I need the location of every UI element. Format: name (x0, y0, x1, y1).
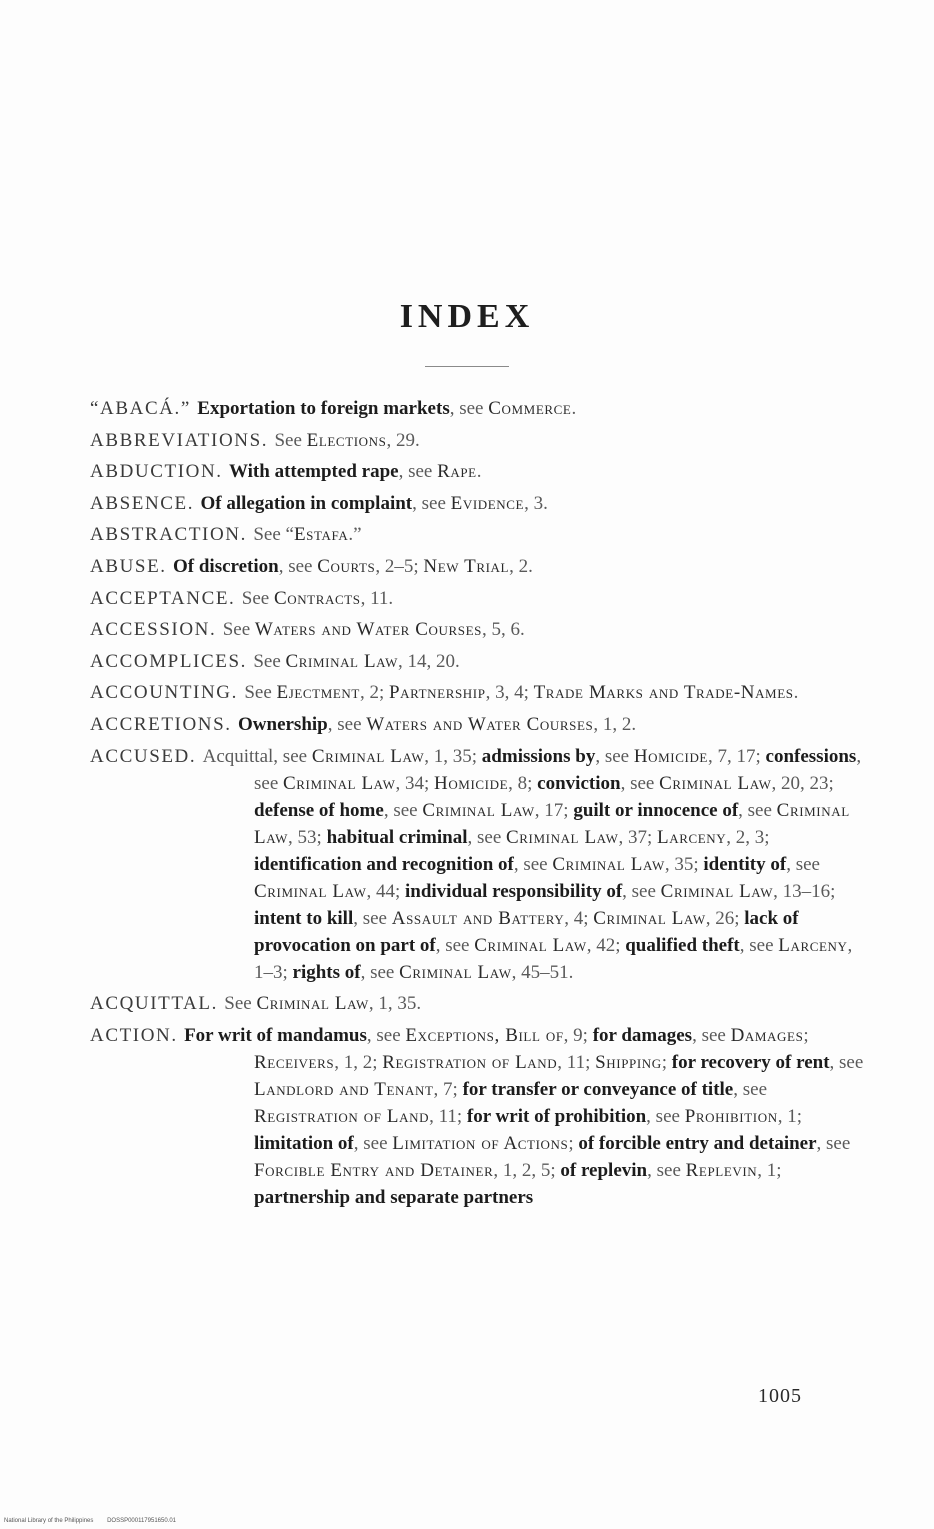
cross-reference: Criminal Law (399, 961, 512, 983)
entry-subtopic: defense of home (254, 799, 384, 821)
entry-text: . (793, 682, 799, 704)
index-entry (90, 743, 868, 986)
entry-subtopic: identity of (703, 853, 787, 875)
page-title: INDEX (399, 298, 535, 335)
entry-text: , see (647, 1159, 686, 1181)
index-entry (90, 395, 868, 422)
cross-reference: Shipping (595, 1051, 662, 1073)
cross-reference: Rape (437, 461, 477, 483)
entry-text: , see (366, 1024, 406, 1046)
entry-text: , 4; (564, 907, 594, 929)
entry-text: , 26; (705, 907, 745, 929)
cross-reference: Partnership (388, 682, 486, 704)
entry-heading: ACQUITTAL. (90, 993, 225, 1015)
cross-reference: Exceptions, Bill of (405, 1024, 564, 1046)
cross-reference: Limitation of Actions (392, 1132, 569, 1154)
entry-text: ; (568, 1132, 579, 1154)
cross-reference: Larceny (778, 934, 848, 956)
entry-text: See “ (253, 524, 294, 546)
entry-subtopic: qualified theft (625, 934, 740, 956)
index-entry (90, 990, 868, 1017)
entry-text: , see (435, 934, 475, 956)
index-entries (90, 395, 868, 1215)
entry-heading: ACCOUNTING. (90, 682, 245, 704)
cross-reference: Criminal Law (256, 993, 369, 1015)
entry-text: , 9; (563, 1024, 593, 1046)
cross-reference: Replevin (685, 1159, 758, 1181)
cross-reference: Registration of Land (254, 1105, 430, 1127)
entry-heading: ABBREVIATIONS. (90, 429, 275, 451)
cross-reference: Courts (317, 555, 376, 577)
entry-subtopic: of forcible entry and detainer (578, 1132, 817, 1154)
cross-reference: Ejectment (276, 682, 360, 704)
entry-text: , see (595, 745, 634, 767)
entry-subtopic: rights of (292, 961, 361, 983)
entry-text: , see (829, 1051, 864, 1073)
cross-reference: Evidence (450, 492, 525, 514)
cross-reference: Assault and Battery (391, 907, 565, 929)
cross-reference: Prohibition (684, 1105, 778, 1127)
entry-heading: ACCEPTANCE. (90, 587, 242, 609)
entry-text: , see (738, 799, 777, 821)
entry-text: , see (622, 880, 661, 902)
entry-subtopic: for damages (592, 1024, 693, 1046)
entry-text: , see (327, 713, 367, 735)
entry-subtopic: individual responsibility of (404, 880, 623, 902)
entry-text: .” (348, 524, 362, 546)
entry-text: , 2, 3; (726, 826, 770, 848)
entry-text: , 35; (664, 853, 704, 875)
cross-reference: Criminal Law (422, 799, 535, 821)
entry-text: , 1, 2. (593, 713, 637, 735)
entry-text: , 1, 2, 5; (493, 1159, 561, 1181)
entry-text: , see (278, 555, 318, 577)
cross-reference: Trade Marks and Trade-Names (533, 682, 794, 704)
cross-reference: Criminal Law (254, 880, 367, 902)
cross-reference: Landlord and Tenant (254, 1078, 434, 1100)
cross-reference: Contracts (273, 587, 361, 609)
index-entry (90, 679, 868, 706)
entry-text: , see (467, 826, 507, 848)
entry-text: See (222, 619, 255, 641)
entry-text: , 17; (534, 799, 574, 821)
entry-text: , 34; (395, 772, 434, 794)
entry-text: , see (353, 1132, 393, 1154)
index-entry (90, 427, 868, 454)
entry-text: , 42; (586, 934, 626, 956)
cross-reference: Criminal Law (506, 826, 619, 848)
index-entry (90, 1022, 868, 1211)
entry-subtopic: lack of provocation on part of (254, 907, 799, 956)
entry-text: , 2–5; (375, 555, 424, 577)
entry-text: , 11; (429, 1105, 467, 1127)
entry-text: See (253, 650, 286, 672)
cross-reference: Forcible Entry and Detainer (254, 1159, 494, 1181)
cross-reference: Commerce (488, 398, 572, 419)
entry-subtopic: intent to kill (254, 907, 354, 929)
entry-heading: ABDUCTION. (90, 461, 229, 483)
cross-reference: Criminal Law (254, 799, 850, 848)
entry-text: , 20, 23; (771, 772, 834, 794)
cross-reference: Elections (306, 429, 387, 451)
entry-text: , 11. (360, 587, 394, 609)
entry-text: , 8; (508, 772, 538, 794)
cross-reference: Damages (730, 1024, 804, 1046)
entry-subtopic: for transfer or conveyance of title (462, 1078, 734, 1100)
entry-subtopic: for writ of prohibition (466, 1105, 647, 1127)
entry-text: ; (803, 1024, 809, 1046)
entry-text: See (274, 429, 307, 451)
entry-text: , 29. (386, 429, 420, 451)
entry-subtopic: Of allegation in complaint (200, 492, 413, 514)
title-rule (425, 366, 509, 367)
cross-reference: Criminal Law (285, 650, 398, 672)
entry-subtopic: admissions by (481, 745, 596, 767)
entry-subtopic: guilt or innocence of (573, 799, 739, 821)
entry-subtopic: limitation of (254, 1132, 354, 1154)
entry-subtopic: for recovery of rent (671, 1051, 830, 1073)
entry-subtopic: For writ of mandamus (184, 1024, 367, 1046)
entry-subtopic: identification and recognition of (254, 853, 514, 875)
entry-text: , 7, 17; (707, 745, 766, 767)
cross-reference: Estafa (293, 524, 349, 546)
cross-reference: Criminal Law (552, 853, 665, 875)
entry-subtopic: Exportation to foreign markets (197, 398, 450, 419)
entry-text: , 2. (509, 555, 533, 577)
cross-reference: Criminal Law (659, 772, 772, 794)
entry-text: , see (692, 1024, 731, 1046)
entry-text: See (224, 993, 257, 1015)
entry-text: , 1–3; (254, 934, 853, 983)
entry-heading: ACTION. (90, 1024, 185, 1046)
entry-subtopic: With attempted rape (229, 461, 399, 483)
index-entry (90, 521, 868, 548)
scan-footer (4, 1518, 188, 1524)
entry-text: , 44; (366, 880, 405, 902)
entry-text: See (244, 682, 277, 704)
cross-reference: Receivers (254, 1051, 335, 1073)
cross-reference: Criminal Law (660, 880, 774, 902)
entry-text: ; (661, 1051, 672, 1073)
entry-subtopic: confessions (765, 745, 857, 767)
index-entry (90, 490, 868, 517)
index-entry (90, 616, 868, 643)
entry-text: See (241, 587, 274, 609)
cross-reference: Waters and Water Courses (254, 619, 482, 641)
entry-subtopic: Of discretion (173, 555, 279, 577)
footer-id: DOSSP000117951650.01 (107, 1518, 177, 1524)
entry-text: , see (353, 907, 392, 929)
entry-subtopic: Ownership (238, 713, 328, 735)
entry-subtopic: partnership and separate partners (254, 1186, 534, 1208)
page-number: 1005 (758, 1385, 802, 1407)
cross-reference: Criminal Law (283, 772, 396, 794)
cross-reference: Criminal Law (474, 934, 587, 956)
entry-text: , 37; (618, 826, 657, 848)
entry-text: , see (620, 772, 660, 794)
entry-text: , 2; (359, 682, 389, 704)
entry-text: , 1; (777, 1105, 802, 1127)
entry-text: , see (360, 961, 400, 983)
entry-text: . (571, 398, 577, 419)
entry-text: , see (449, 398, 489, 419)
entry-text: , see (646, 1105, 685, 1127)
entry-text: , see (398, 461, 438, 483)
entry-subtopic: conviction (537, 772, 621, 794)
entry-text: , 7; (433, 1078, 463, 1100)
entry-heading: ACCESSION. (90, 619, 223, 641)
entry-text: , 45–51. (511, 961, 574, 983)
cross-reference: Homicide (633, 745, 708, 767)
entry-subtopic: of replevin (560, 1159, 648, 1181)
entry-text: , 3, 4; (485, 682, 534, 704)
entry-text: Acquittal, see (202, 745, 312, 767)
entry-text: , 1, 35. (368, 993, 422, 1015)
entry-heading: ABUSE. (90, 555, 173, 577)
cross-reference: Homicide (434, 772, 509, 794)
footer-library: National Library of the Philippines (4, 1518, 94, 1524)
entry-heading: ABSTRACTION. (90, 524, 254, 546)
entry-heading: ACCOMPLICES. (90, 650, 254, 672)
entry-text: , see (412, 492, 451, 514)
entry-text: . (476, 461, 482, 483)
index-entry (90, 711, 868, 738)
entry-heading: “ABACÁ.” (90, 398, 198, 419)
entry-text: , 14, 20. (397, 650, 460, 672)
index-entry (90, 553, 868, 580)
entry-text: , 3. (524, 492, 548, 514)
index-entry (90, 585, 868, 612)
entry-text: , see (733, 1078, 768, 1100)
entry-text: , 5, 6. (481, 619, 525, 641)
entry-text: , 1, 2; (334, 1051, 383, 1073)
entry-subtopic: habitual criminal (326, 826, 468, 848)
index-entry (90, 458, 868, 485)
cross-reference: Registration of Land (382, 1051, 558, 1073)
entry-heading: ACCUSED. (90, 745, 203, 767)
entry-text: , see (739, 934, 779, 956)
cross-reference: New Trial (423, 555, 510, 577)
cross-reference: Criminal Law (593, 907, 706, 929)
entry-text: , 53; (288, 826, 327, 848)
entry-text: , see (254, 745, 862, 794)
entry-text: , see (513, 853, 553, 875)
entry-text: , 1, 35; (424, 745, 482, 767)
entry-text: , 13–16; (773, 880, 836, 902)
entry-heading: ACCRETIONS. (90, 713, 238, 735)
index-entry (90, 648, 868, 675)
entry-text: , 1; (757, 1159, 782, 1181)
cross-reference: Larceny (657, 826, 727, 848)
entry-heading: ABSENCE. (90, 492, 201, 514)
entry-text: , see (816, 1132, 851, 1154)
entry-text: , see (786, 853, 820, 875)
entry-text: , 11; (557, 1051, 596, 1073)
cross-reference: Waters and Water Courses (366, 713, 594, 735)
entry-text: , see (383, 799, 423, 821)
cross-reference: Criminal Law (311, 745, 425, 767)
